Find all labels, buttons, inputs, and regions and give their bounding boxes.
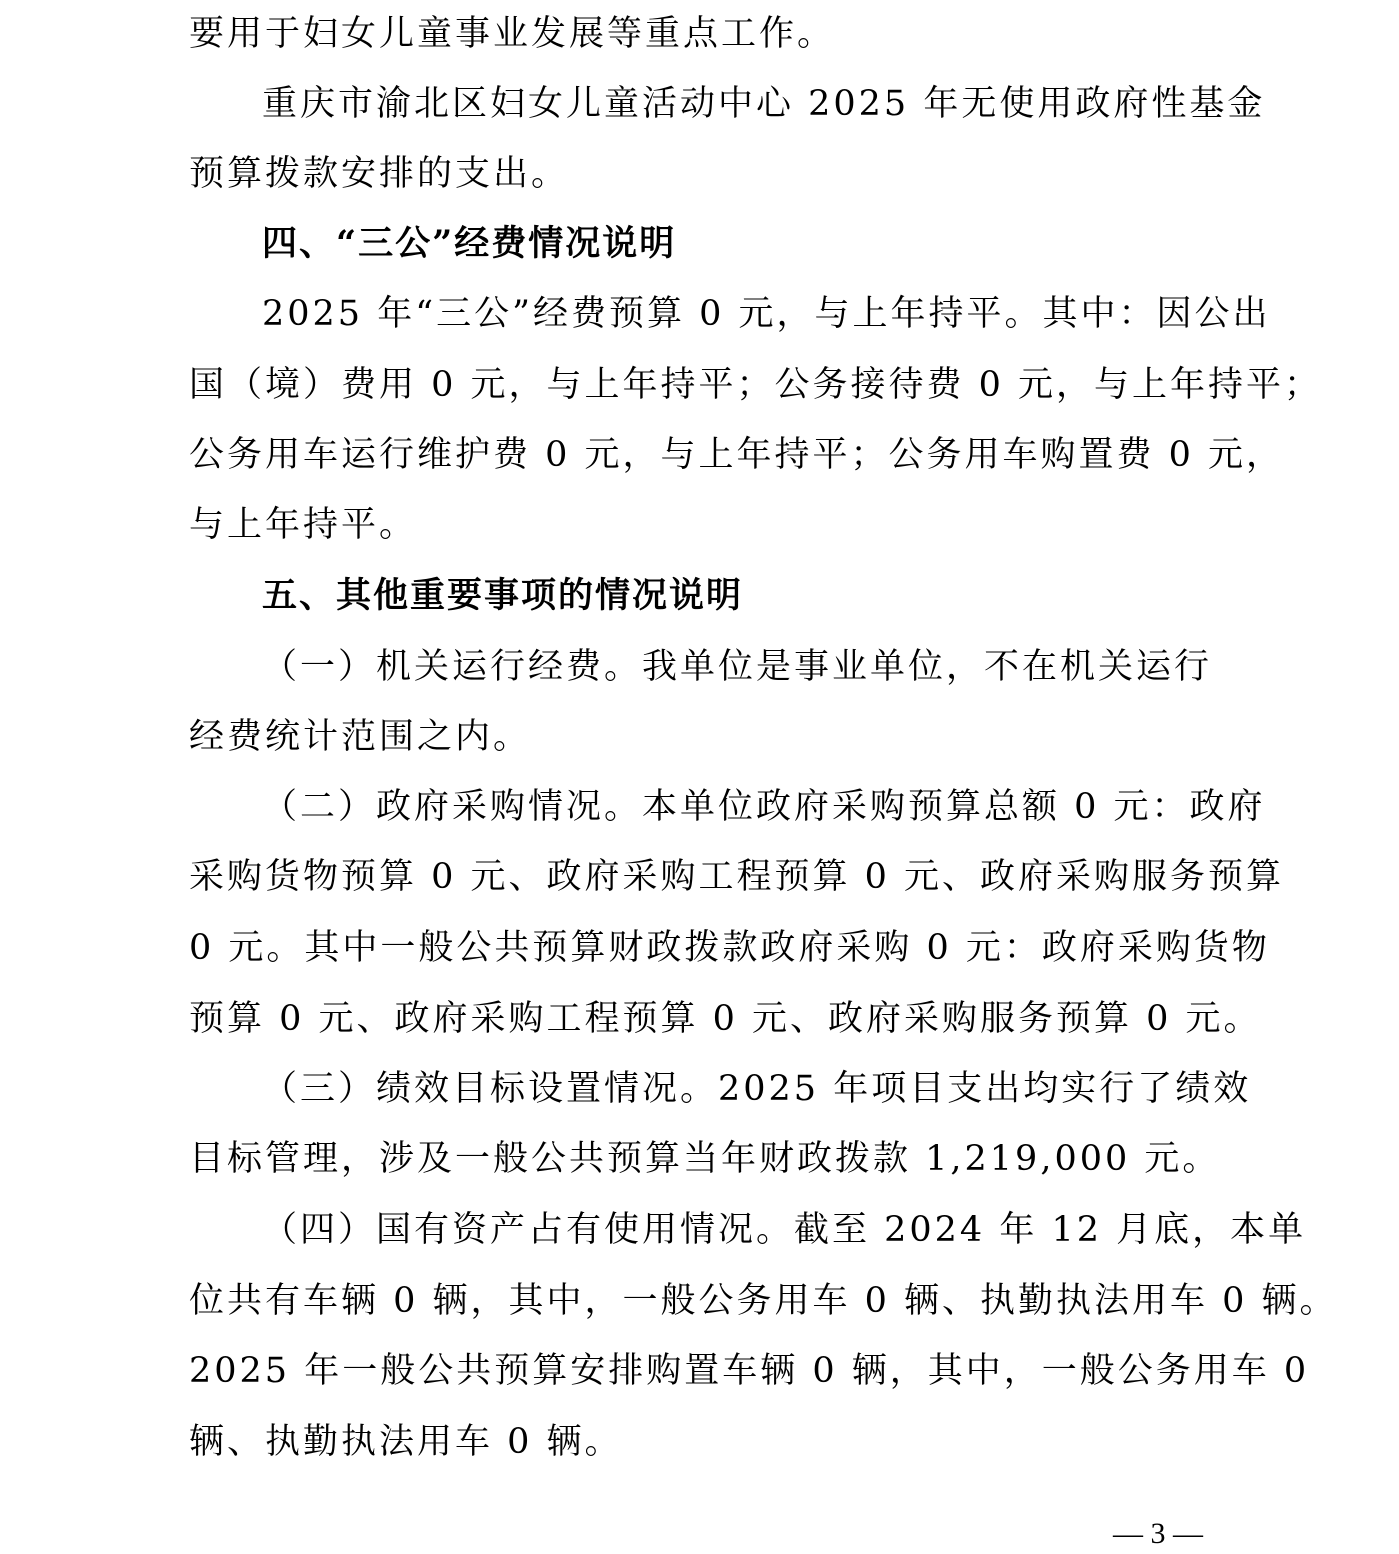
paragraph-line: 预算拨款安排的支出。 <box>189 154 570 194</box>
paragraph-line: 辆、执勤执法用车 0 辆。 <box>189 1422 623 1462</box>
page-number: — 3 — <box>1113 1517 1203 1550</box>
paragraph-line: 与上年持平。 <box>189 505 418 545</box>
paragraph-line: 2025 年一般公共预算安排购置车辆 0 辆，其中，一般公务用车 0 <box>189 1351 1310 1391</box>
section-heading-three-public: 四、“三公”经费情况说明 <box>262 223 677 264</box>
paragraph-line: 国（境）费用 0 元，与上年持平；公务接待费 0 元，与上年持平； <box>189 365 1323 405</box>
paragraph-line: 2025 年“三公”经费预算 0 元，与上年持平。其中：因公出 <box>262 294 1271 334</box>
paragraph-line: 目标管理，涉及一般公共预算当年财政拨款 1,219,000 元。 <box>189 1139 1221 1179</box>
paragraph-line: （二）政府采购情况。本单位政府采购预算总额 0 元：政府 <box>262 787 1266 827</box>
paragraph-line: （四）国有资产占有使用情况。截至 2024 年 12 月底，本单 <box>262 1210 1307 1250</box>
paragraph-line: 位共有车辆 0 辆，其中，一般公务用车 0 辆、执勤执法用车 0 辆。 <box>189 1281 1338 1321</box>
section-heading-other-matters: 五、其他重要事项的情况说明 <box>262 575 744 616</box>
paragraph-line: 重庆市渝北区妇女儿童活动中心 2025 年无使用政府性基金 <box>262 84 1266 124</box>
paragraph-line: 要用于妇女儿童事业发展等重点工作。 <box>189 14 836 54</box>
paragraph-line: （一）机关运行经费。我单位是事业单位，不在机关运行 <box>262 647 1213 687</box>
paragraph-line: 采购货物预算 0 元、政府采购工程预算 0 元、政府采购服务预算 <box>189 857 1285 897</box>
paragraph-line: 0 元。其中一般公共预算财政拨款政府采购 0 元：政府采购货物 <box>189 928 1270 968</box>
paragraph-line: 预算 0 元、政府采购工程预算 0 元、政府采购服务预算 0 元。 <box>189 999 1262 1039</box>
paragraph-line: （三）绩效目标设置情况。2025 年项目支出均实行了绩效 <box>262 1069 1252 1109</box>
paragraph-line: 公务用车运行维护费 0 元，与上年持平；公务用车购置费 0 元， <box>189 435 1285 475</box>
paragraph-line: 经费统计范围之内。 <box>189 717 532 757</box>
